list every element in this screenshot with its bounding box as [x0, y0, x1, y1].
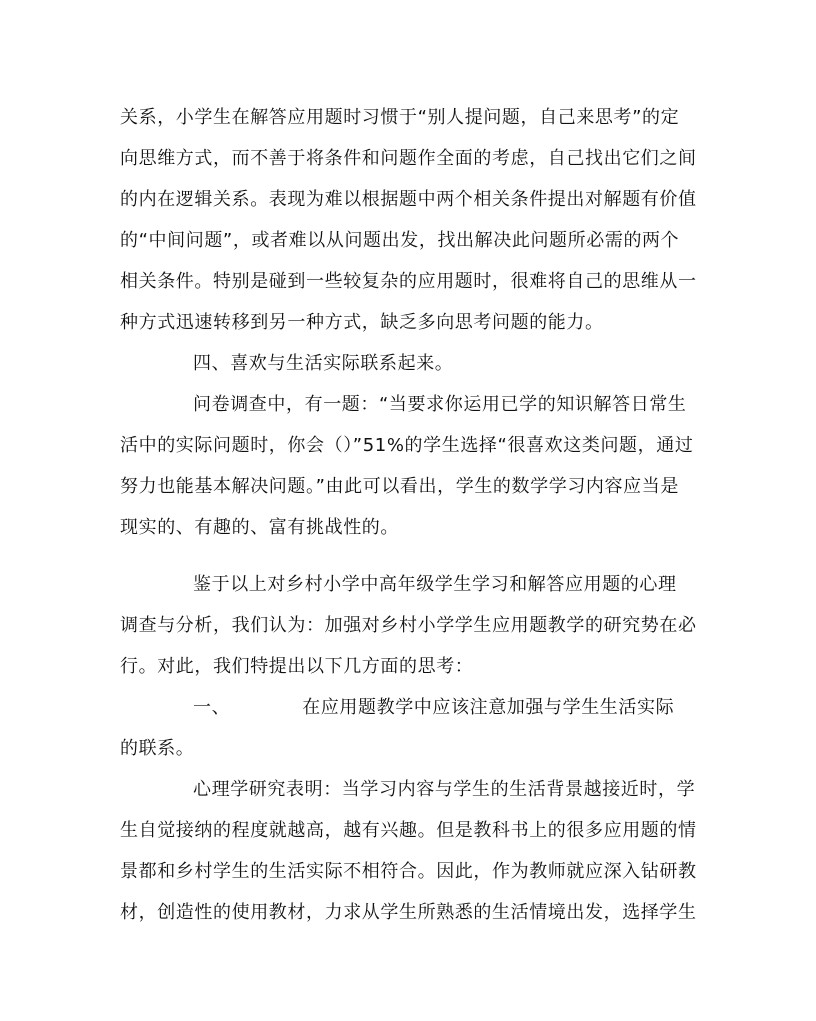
- heading-number: 一、: [193, 697, 231, 718]
- paragraph-line: 现实的、有趣的、富有挑战性的。: [120, 517, 399, 538]
- paragraph-line: 调查与分析，我们认为：加强对乡村小学学生应用题教学的研究势在必: [120, 615, 697, 636]
- paragraph-line: 关系，小学生在解答应用题时习惯于“别人提问题，自己来思考”的定: [120, 107, 680, 128]
- paragraph-line: 心理学研究表明：当学习内容与学生的生活背景越接近时，学: [193, 779, 696, 800]
- paragraph-line: 努力也能基本解决问题。”由此可以看出，学生的数学学习内容应当是: [120, 476, 679, 497]
- paragraph-line: 的内在逻辑关系。表现为难以根据题中两个相关条件提出对解题有价值: [120, 189, 697, 210]
- paragraph-line: 向思维方式，而不善于将条件和问题作全面的考虑，自己找出它们之间: [120, 148, 697, 169]
- paragraph-line: 材，创造性的使用教材，力求从学生所熟悉的生活情境出发，选择学生: [120, 902, 697, 923]
- paragraph-line: 种方式迅速转移到另一种方式，缺乏多向思考问题的能力。: [120, 312, 604, 333]
- paragraph-line: 生自觉接纳的程度就越高，越有兴趣。但是教科书上的很多应用题的情: [120, 820, 697, 841]
- paragraph-line: 问卷调查中，有一题：“当要求你运用已学的知识解答日常生: [193, 394, 687, 415]
- paragraph-line: 行。对此，我们特提出以下几方面的思考：: [120, 656, 474, 677]
- section-heading: 四、喜欢与生活实际联系起来。: [193, 353, 454, 374]
- numbered-heading: [193, 696, 674, 720]
- paragraph-line: 景都和乡村学生的生活实际不相符合。因此，作为教师就应深入钻研教: [120, 861, 697, 882]
- paragraph-line: 鉴于以上对乡村小学中高年级学生学习和解答应用题的心理: [193, 574, 677, 595]
- paragraph-line: 活中的实际问题时，你会（）”51%的学生选择“很喜欢这类问题，通过: [120, 435, 694, 456]
- heading-text: 在应用题教学中应该注意加强与学生生活实际: [302, 697, 675, 718]
- paragraph-line: 的“中间问题”，或者难以从问题出发，找出解决此问题所必需的两个: [120, 230, 680, 251]
- paragraph-line: 的联系。: [120, 738, 195, 759]
- paragraph-line: 相关条件。特别是碰到一些较复杂的应用题时，很难将自己的思维从一: [120, 271, 697, 292]
